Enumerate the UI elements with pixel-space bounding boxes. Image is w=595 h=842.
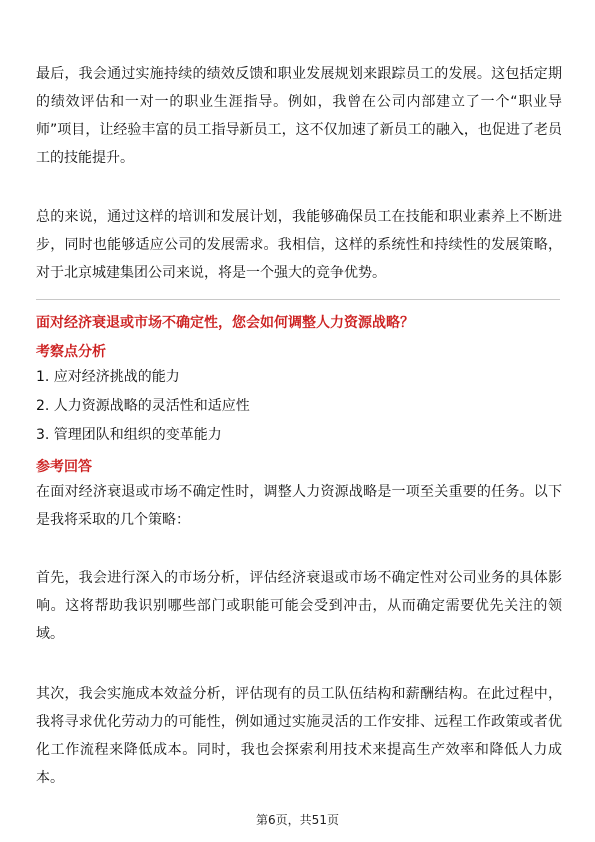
answer-paragraph-intro: 在面对经济衰退或市场不确定性时，调整人力资源战略是一项至关重要的任务。以下是我将采取的几个策略： — [36, 484, 562, 528]
analysis-item-1: 1. 应对经济挑战的能力 — [36, 369, 180, 385]
answer-paragraph-second: 其次，我会实施成本效益分析，评估现有的员工队伍结构和薪酬结构。在此过程中，我将寻求优化劳动力的可能性，例如通过实施灵活的工作安排、远程工作政策或者优化工作流程来降低成本。同时，我也会探索利用技术来提高生产效率和降低人力成本。 — [36, 686, 562, 786]
answer-paragraph-first: 首先，我会进行深入的市场分析，评估经济衰退或市场不确定性对公司业务的具体影响。这将帮助我识别哪些部门或职能可能会受到冲击，从而确定需要优先关注的领域。 — [36, 570, 562, 642]
analysis-heading: 考察点分析 — [36, 344, 106, 360]
paragraph-performance-feedback: 最后，我会通过实施持续的绩效反馈和职业发展规划来跟踪员工的发展。这包括定期的绩效评估和一对一的职业生涯指导。例如，我曾在公司内部建立了一个“职业导师”项目，让经验丰富的员工指导新员工，这不仅加速了新员工的融入，也促进了老员工的技能提升。 — [36, 66, 562, 166]
analysis-item-2: 2. 人力资源战略的灵活性和适应性 — [36, 398, 250, 414]
question-title: 面对经济衰退或市场不确定性，您会如何调整人力资源战略？ — [36, 315, 414, 331]
paragraph-summary: 总的来说，通过这样的培训和发展计划，我能够确保员工在技能和职业素养上不断进步，同时也能够适应公司的发展需求。我相信，这样的系统性和持续性的发展策略，对于北京城建集团公司来说，将是一个强大的竞争优势。 — [36, 209, 562, 281]
analysis-item-3: 3. 管理团队和组织的变革能力 — [36, 427, 222, 443]
page-number-footer: 第6页，共51页 — [256, 813, 339, 827]
section-divider — [36, 299, 560, 300]
answer-heading: 参考回答 — [36, 459, 92, 475]
